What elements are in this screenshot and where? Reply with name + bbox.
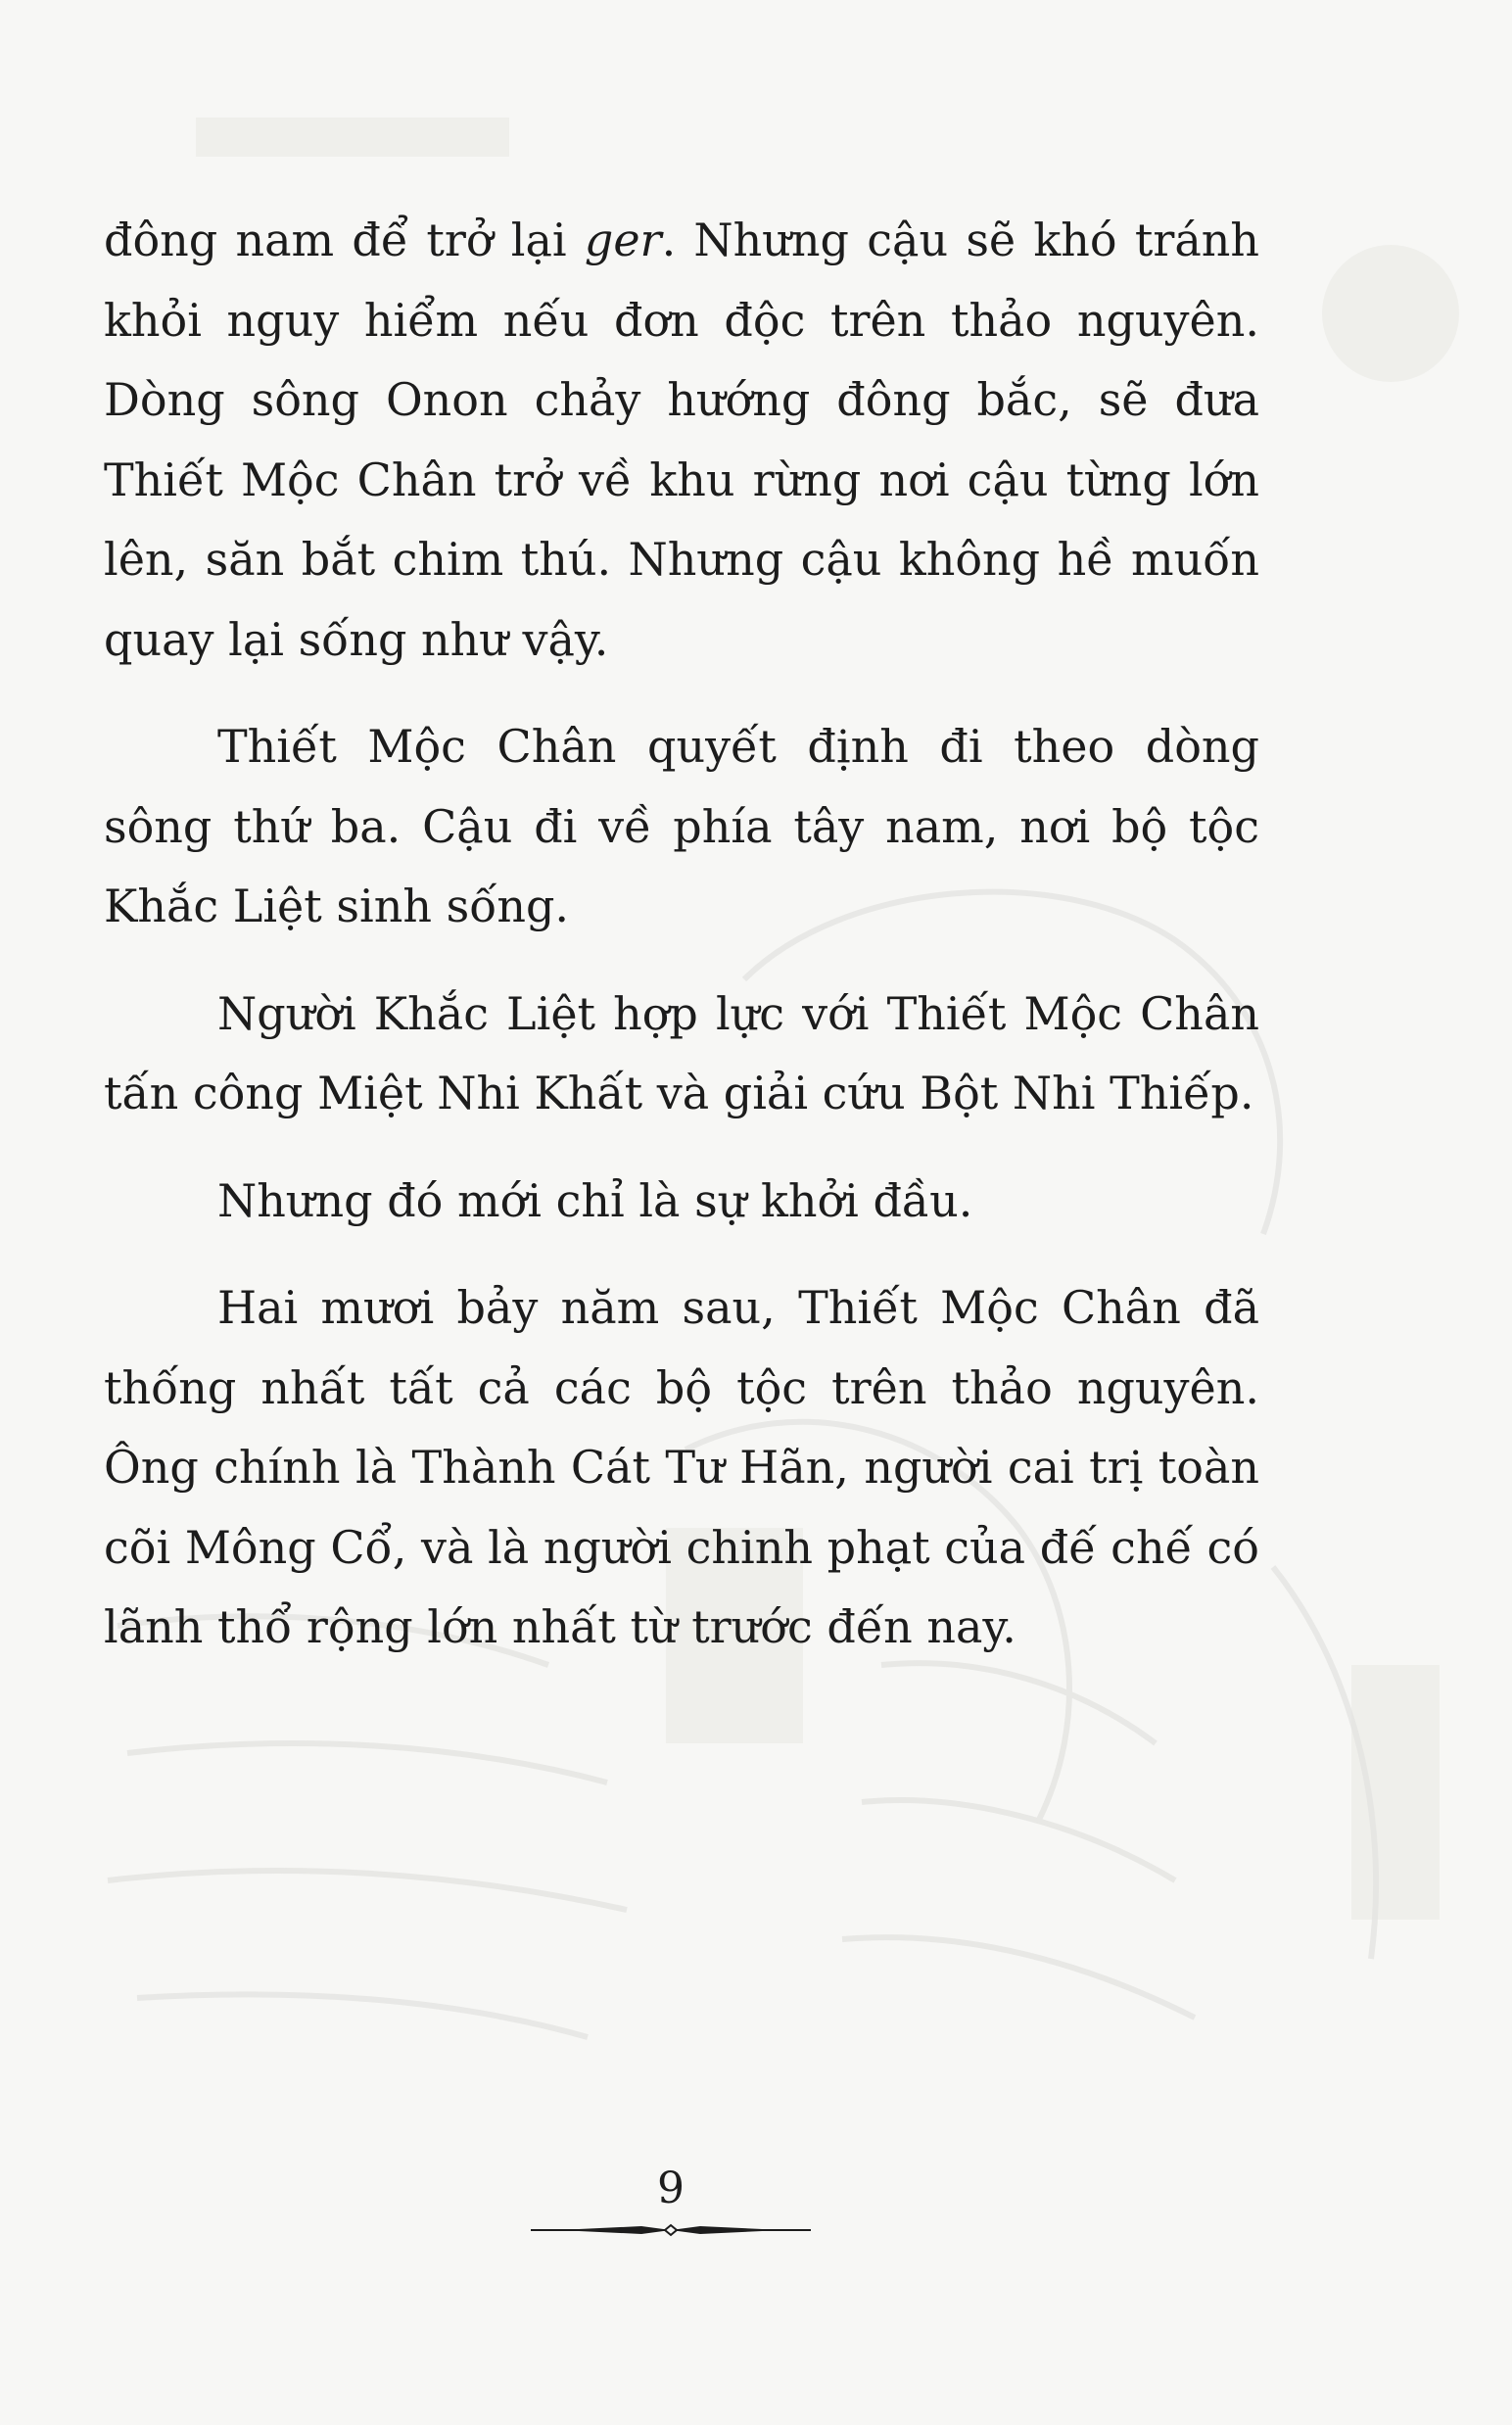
- body-text: [104, 201, 1259, 1668]
- paragraph-4: Nhưng đó mới chỉ là sự khởi đầu.: [217, 1173, 973, 1227]
- paragraph-1-text-start: đông nam để trở lại: [104, 214, 585, 266]
- italic-word-ger: ger: [584, 214, 662, 266]
- page-number: 9: [657, 2163, 685, 2213]
- paragraph-3: Người Khắc Liệt hợp lực với Thiết Mộc Chân tấn công Miệt Nhi Khất và giải cứu Bột Nhi Thiếp.: [104, 986, 1259, 1119]
- paragraph-2: Thiết Mộc Chân quyết định đi theo dòng sông thứ ba. Cậu đi về phía tây nam, nơi bộ tộc Khắc Liệt sinh sống.: [104, 720, 1259, 932]
- footer-ornament: [529, 2220, 813, 2240]
- paragraph-5: Hai mươi bảy năm sau, Thiết Mộc Chân đã thống nhất tất cả các bộ tộc trên thảo nguyên. Ông chính là Thành Cát Tư Hãn, người cai trị toàn cõi Mông Cổ, và là người chinh phạt của đế chế có lãnh thổ rộng lớn nhất từ trước đến nay.: [104, 1281, 1259, 1653]
- page-footer: [529, 2160, 813, 2248]
- paragraph-1-text-end: . Nhưng cậu sẽ khó tránh khỏi nguy hiểm nếu đơn độc trên thảo nguyên. Dòng sông Onon chảy hướng đông bắc, sẽ đưa Thiết Mộc Chân trở về khu rừng nơi cậu từng lớn lên, săn bắt chim thú. Nhưng cậu không hề muốn quay lại sống như vậy.: [104, 214, 1259, 666]
- paragraph-1: [104, 201, 1259, 680]
